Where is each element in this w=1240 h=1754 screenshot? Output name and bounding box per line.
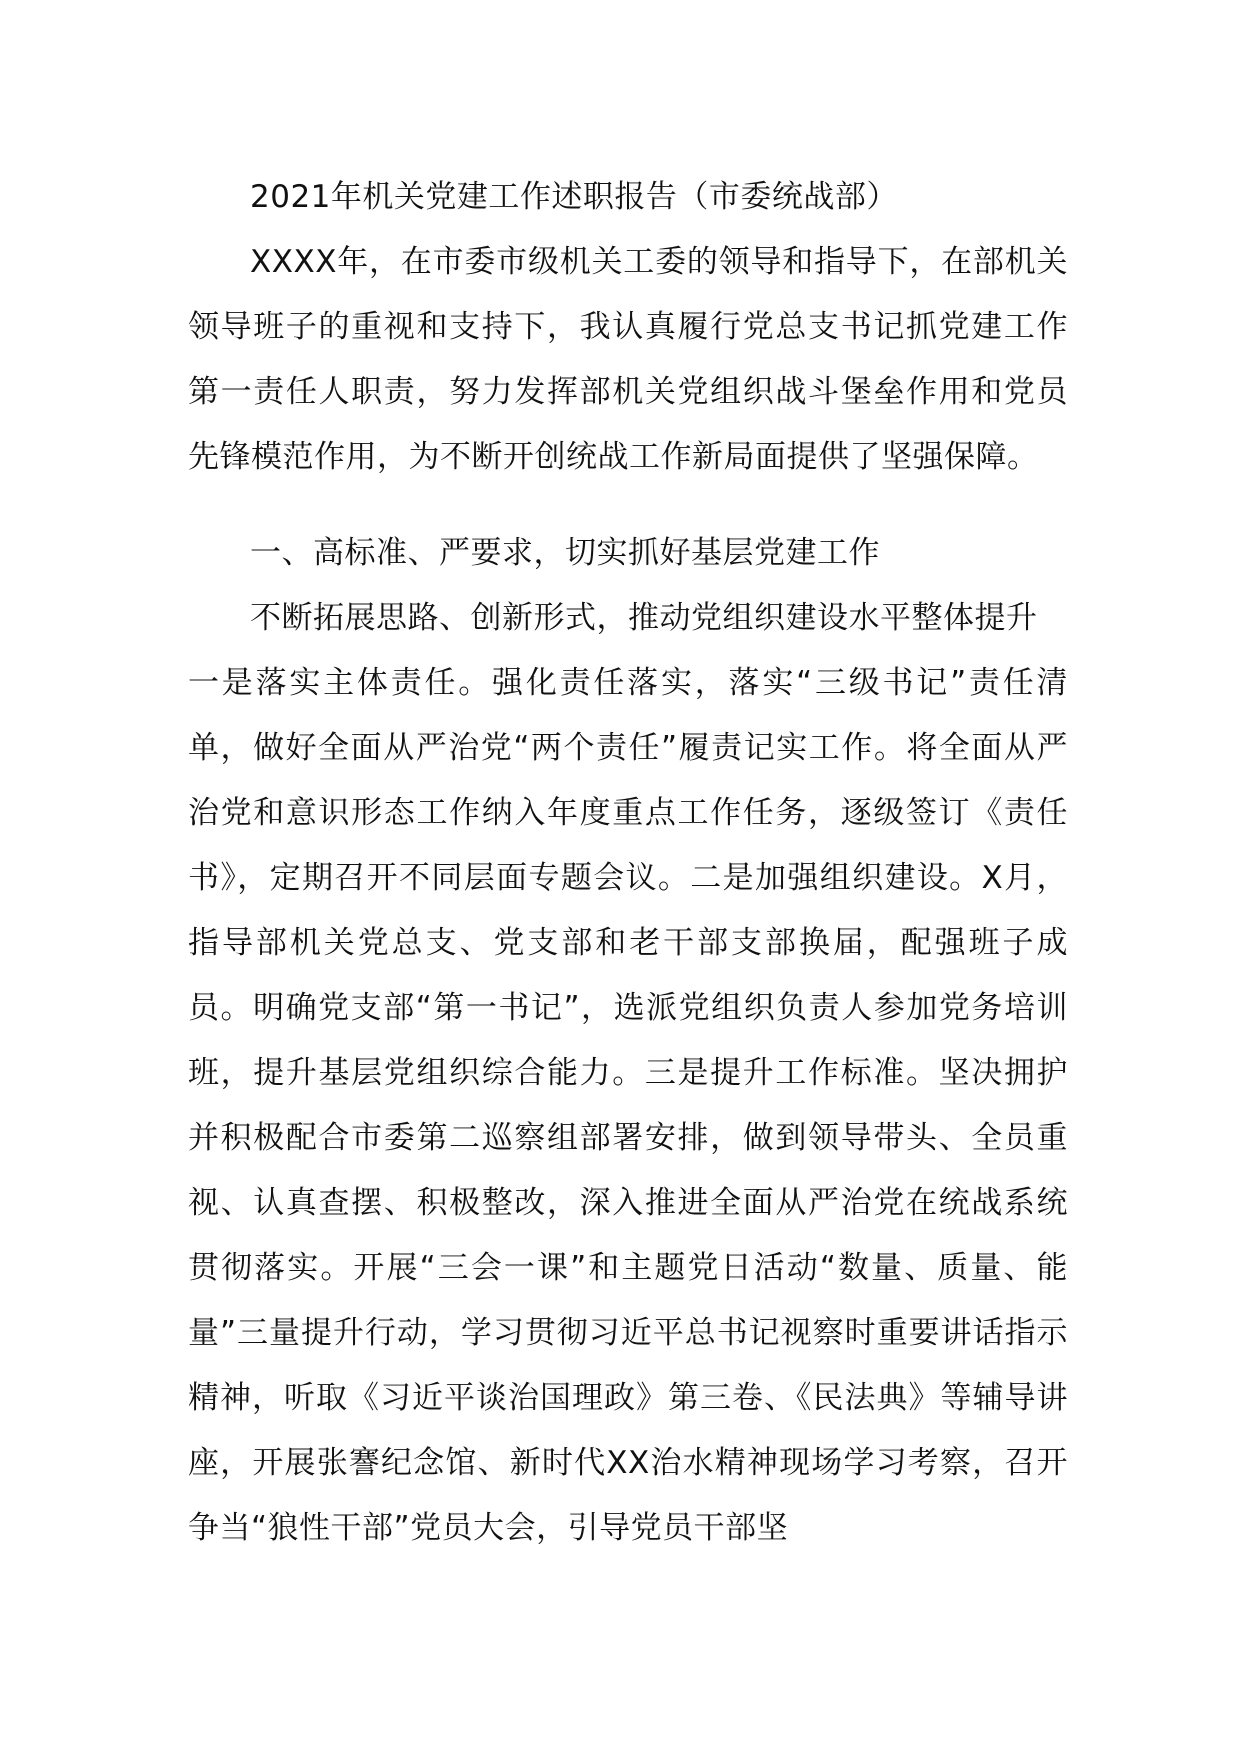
document-title: 2021年机关党建工作述职报告（市委统战部） (250, 179, 898, 215)
intro-paragraph: XXXX年，在市委市级机关工委的领导和指导下，在部机关领导班子的重视和支持下，我认真履行党总支书记抓党建工作第一责任人职责，努力发挥部机关党组织战斗堡垒作用和党员先锋模范作用，为不断开创统战工作新局面提供了坚强保障。 (188, 244, 1068, 475)
section-body (188, 586, 1068, 1561)
section-lead-paragraph: 不断拓展思路、创新形式，推动党组织建设水平整体提升 (250, 600, 1038, 636)
section-body-paragraph: 一是落实主体责任。强化责任落实，落实“三级书记”责任清单，做好全面从严治党“两个责任”履责记实工作。将全面从严治党和意识形态工作纳入年度重点工作任务，逐级签订《责任书》，定期召开不同层面专题会议。二是加强组织建设。X月，指导部机关党总支、党支部和老干部支部换届，配强班子成员。明确党支部“第一书记”，选派党组织负责人参加党务培训班，提升基层党组织综合能力。三是提升工作标准。坚决拥护并积极配合市委第二巡察组部署安排，做到领导带头、全员重视、认真查摆、积极整改，深入推进全面从严治党在统战系统贯彻落实。开展“三会一课”和主题党日活动“数量、质量、能量”三量提升行动，学习贯彻习近平总书记视察时重要讲话指示精神，听取《习近平谈治国理政》第三卷、《民法典》等辅导讲座，开展张謇纪念馆、新时代XX治水精神现场学习考察，召开争当“狼性干部”党员大会，引导党员干部坚 (188, 665, 1068, 1546)
section-heading: 一、高标准、严要求，切实抓好基层党建工作 (250, 535, 880, 571)
